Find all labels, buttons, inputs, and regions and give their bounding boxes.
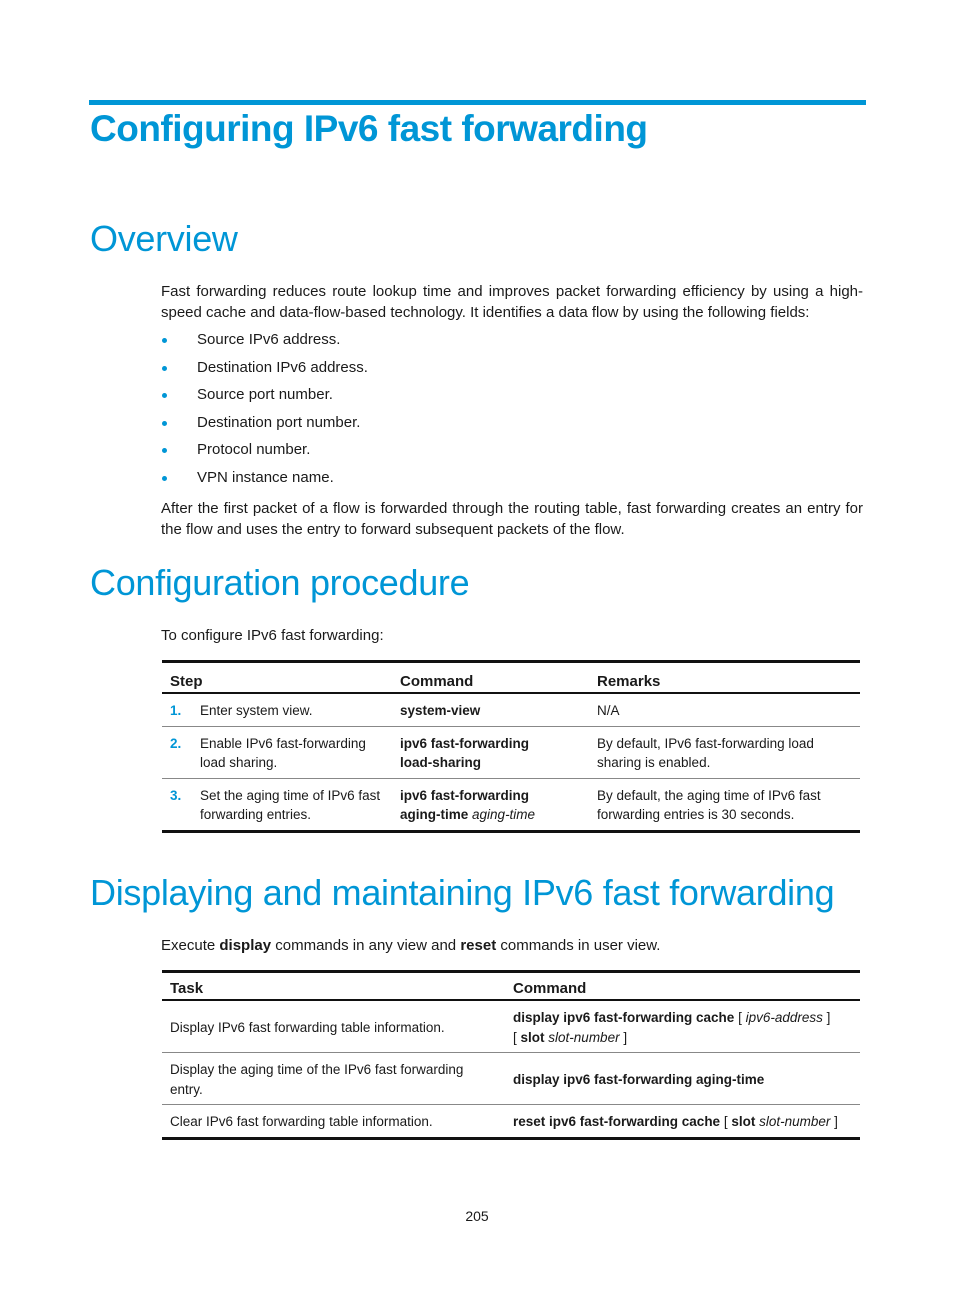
table-row [162, 1105, 860, 1139]
command-cell: display ipv6 fast-forwarding cache [ ipv6-address ] [ slot slot-number ] [513, 1010, 831, 1045]
list-item: Destination port number. [161, 412, 368, 440]
bullet-icon [162, 366, 167, 371]
remarks-cell: By default, the aging time of IPv6 fast forwarding entries is 30 seconds. [589, 778, 860, 831]
config-heading: Configuration procedure [90, 562, 470, 603]
table-row [162, 1000, 860, 1053]
overview-heading: Overview [90, 218, 238, 259]
list-item: Protocol number. [161, 439, 368, 467]
header-task: Task [162, 972, 505, 1001]
step-number: 1. [170, 703, 182, 718]
list-item: VPN instance name. [161, 467, 368, 495]
config-table [162, 660, 860, 833]
header-command: Command [392, 662, 589, 694]
remarks-cell: N/A [597, 703, 620, 718]
table-row [162, 778, 860, 831]
table-row [162, 1053, 860, 1105]
bullet-icon [162, 393, 167, 398]
list-item: Source port number. [161, 384, 368, 412]
command-cell: reset ipv6 fast-forwarding cache [ slot slot-number ] [505, 1105, 860, 1139]
header-command: Command [505, 972, 860, 1001]
task-cell: Display IPv6 fast forwarding table information. [170, 1019, 445, 1035]
display-table [162, 970, 860, 1140]
field-list [161, 329, 368, 495]
overview-outro: After the first packet of a flow is forwarded through the routing table, fast forwarding creates an entry for the flow and uses the entry to forward subsequent packets of the flow. [161, 500, 863, 538]
header-step: Step [162, 662, 392, 694]
command-cell: ipv6 fast-forwarding load-sharing [392, 726, 589, 778]
step-text: Set the aging time of IPv6 fast forwarding entries. [192, 778, 392, 831]
task-cell: Display the aging time of the IPv6 fast forwarding entry. [162, 1053, 505, 1105]
step-text: Enter system view. [200, 703, 313, 718]
command-cell: ipv6 fast-forwarding aging-time aging-time [392, 778, 589, 831]
bullet-icon [162, 421, 167, 426]
task-cell: Clear IPv6 fast forwarding table information. [162, 1105, 505, 1139]
bullet-icon [162, 448, 167, 453]
display-intro: Execute display commands in any view and reset commands in user view. [161, 937, 661, 954]
step-number: 2. [162, 726, 192, 778]
remarks-cell: By default, IPv6 fast-forwarding load sharing is enabled. [589, 726, 860, 778]
table-row [162, 693, 860, 726]
config-intro: To configure IPv6 fast forwarding: [161, 627, 384, 644]
bullet-icon [162, 338, 167, 343]
display-heading: Displaying and maintaining IPv6 fast forwarding [90, 872, 835, 913]
command-cell: system-view [400, 703, 481, 718]
step-number: 3. [162, 778, 192, 831]
overview-intro: Fast forwarding reduces route lookup time and improves packet forwarding efficiency by using a high-speed cache and data-flow-based technology. It identifies a data flow by using the following fields: [161, 283, 863, 321]
page-number: 205 [465, 1208, 489, 1224]
title-rule [89, 100, 866, 105]
step-text: Enable IPv6 fast-forwarding load sharing. [192, 726, 392, 778]
bullet-icon [162, 476, 167, 481]
command-cell: display ipv6 fast-forwarding aging-time [505, 1053, 860, 1105]
list-item: Source IPv6 address. [161, 329, 368, 357]
header-remarks: Remarks [589, 662, 860, 694]
page-title: Configuring IPv6 fast forwarding [90, 108, 648, 149]
list-item: Destination IPv6 address. [161, 357, 368, 385]
table-row [162, 726, 860, 778]
